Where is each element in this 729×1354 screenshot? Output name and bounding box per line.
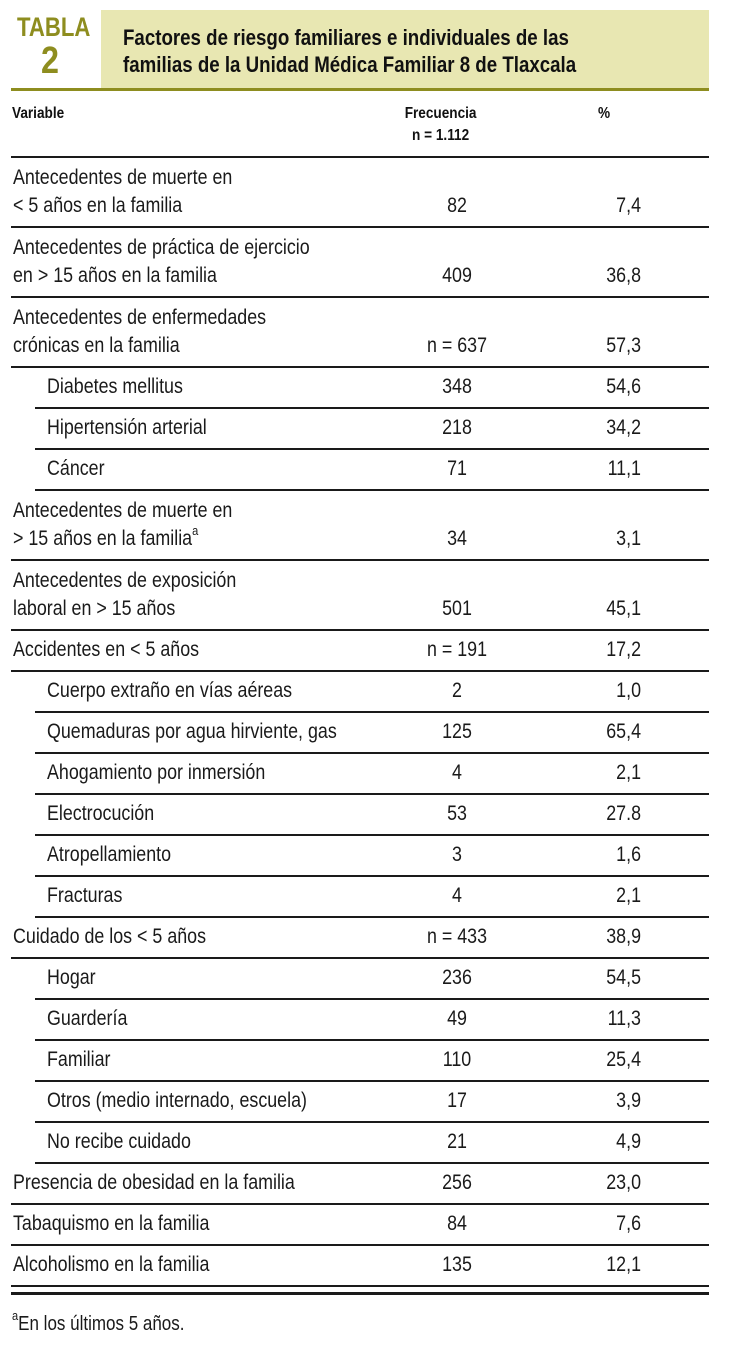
table-row [11,836,709,877]
column-header-frequency-line-1: Frecuencia [404,105,477,122]
row-frequency: 4 [452,761,462,784]
table-row [11,713,709,754]
table-row [11,795,709,836]
table-header [11,10,709,88]
row-frequency: 135 [442,1253,472,1276]
row-frequency: 125 [442,720,472,743]
row-frequency: n = 433 [426,925,488,948]
table-row [11,228,709,298]
row-percent: 27.8 [606,802,641,825]
row-percent: 11,1 [607,457,641,480]
row-percent: 7,4 [616,194,641,217]
table-title-line-1: Factores de riesgo familiares e individuales de las [123,25,569,50]
table-row [11,754,709,795]
row-variable-line: Cuerpo extraño en vías aéreas [47,679,293,702]
row-frequency: 501 [442,597,472,620]
row-variable [47,1005,127,1033]
table-footnote [12,1308,185,1336]
row-variable-line: Presencia de obesidad en la familia [13,1171,295,1194]
row-frequency: 82 [447,194,467,217]
row-frequency: 2 [452,679,462,702]
row-variable [47,1046,110,1074]
row-variable-line: Accidentes en < 5 años [13,638,200,661]
row-variable [47,455,105,483]
row-frequency: n = 637 [426,334,488,357]
row-percent: 3,1 [616,527,641,550]
table-row [11,672,709,713]
table-title-line-2: familias de la Unidad Médica Familiar 8 de Tlaxcala [123,52,577,77]
row-variable-line: Antecedentes de muerte en [13,499,233,522]
row-variable-line [13,525,232,553]
row-variable [13,1169,295,1197]
footnote-marker: a [12,1308,19,1324]
table-row [11,450,709,491]
table-row [11,409,709,450]
row-variable-line: Hogar [47,966,96,989]
row-variable [13,1251,209,1279]
table-row [11,491,709,561]
row-variable-line: Hipertensión arterial [47,416,207,439]
row-variable [47,677,292,705]
column-header-frequency [393,103,488,147]
table-number-badge [11,10,99,88]
row-percent: 1,0 [616,679,641,702]
column-header-variable: Variable [12,105,65,122]
row-variable [47,759,265,787]
row-variable-line: laboral en > 15 años [13,597,176,620]
row-variable [13,304,266,360]
row-variable-line: Antecedentes de enfermedades [13,306,267,329]
row-percent: 4,9 [616,1130,641,1153]
table-row [11,1082,709,1123]
row-percent: 54,6 [606,375,641,398]
row-variable-line: Alcoholismo en la familia [13,1253,210,1276]
row-frequency: 53 [447,802,467,825]
row-variable [13,234,310,290]
row-variable-line: Cuidado de los < 5 años [13,925,207,948]
row-frequency: 110 [442,1048,472,1071]
row-frequency: 34 [447,527,467,550]
row-frequency: 3 [452,843,462,866]
header-rule [11,88,709,91]
table-row [11,368,709,409]
row-variable-line: < 5 años en la familia [13,194,183,217]
row-variable-line: Diabetes mellitus [47,375,183,398]
row-frequency: 218 [442,416,472,439]
table-row [11,1246,709,1287]
row-frequency: 71 [447,457,467,480]
row-frequency: 21 [447,1130,467,1153]
table-row [11,1164,709,1205]
row-variable [13,497,232,553]
row-frequency: 348 [442,375,472,398]
table-title [123,24,667,78]
row-percent: 38,9 [606,925,641,948]
footnote-text: En los últimos 5 años. [18,1313,185,1335]
row-percent: 2,1 [616,761,641,784]
row-percent: 25,4 [606,1048,641,1071]
row-variable-line: Quemaduras por agua hirviente, gas [47,720,337,743]
table-row [11,1041,709,1082]
row-frequency: n = 191 [426,638,488,661]
row-percent: 2,1 [616,884,641,907]
row-variable-line: Cáncer [47,457,105,480]
row-variable [47,800,154,828]
row-variable [47,1087,307,1115]
row-percent: 36,8 [606,264,641,287]
row-frequency: 409 [442,264,472,287]
row-variable [47,1128,191,1156]
row-percent: 12,1 [606,1253,641,1276]
row-variable [47,964,96,992]
row-variable-line: Fracturas [47,884,123,907]
row-variable [13,567,236,623]
row-frequency: 4 [452,884,462,907]
column-header-percent: % [598,105,611,122]
row-variable-line: Atropellamiento [47,843,172,866]
table-row [11,877,709,918]
row-variable [47,373,183,401]
row-variable-line: Tabaquismo en la familia [13,1212,210,1235]
row-frequency: 256 [442,1171,472,1194]
table-row [11,959,709,1000]
table-label: TABLA [17,12,91,42]
table-row [11,561,709,631]
table-row [11,1123,709,1164]
row-variable-line: Ahogamiento por inmersión [47,761,266,784]
row-percent: 23,0 [606,1171,641,1194]
row-variable-line: Antecedentes de práctica de ejercicio [13,236,310,259]
table-row [11,918,709,959]
table-row [11,158,709,228]
row-frequency: 17 [447,1089,467,1112]
row-variable [13,164,232,220]
row-percent: 17,2 [606,638,641,661]
row-variable-line: Otros (medio internado, escuela) [47,1089,307,1112]
footnote-reference: a [192,523,199,538]
row-percent: 3,9 [616,1089,641,1112]
row-variable-line: No recibe cuidado [47,1130,191,1153]
row-percent: 11,3 [607,1007,641,1030]
row-variable-line: Electrocución [47,802,155,825]
row-variable-line-text: > 15 años en la familia [13,527,193,550]
row-variable-line: Guardería [47,1007,128,1030]
row-variable-line: Antecedentes de muerte en [13,166,233,189]
row-variable [13,923,206,951]
row-percent: 54,5 [606,966,641,989]
column-header-frequency-line-2: n = 1.112 [412,127,470,144]
table-bottom-rule [11,1292,709,1295]
row-percent: 7,6 [616,1212,641,1235]
row-frequency: 236 [442,966,472,989]
row-variable-line: Antecedentes de exposición [13,569,237,592]
table-row [11,631,709,672]
row-variable [13,1210,209,1238]
row-percent: 57,3 [606,334,641,357]
table-row [11,1000,709,1041]
row-percent: 65,4 [606,720,641,743]
row-percent: 34,2 [606,416,641,439]
row-variable [47,718,337,746]
row-variable [47,882,122,910]
row-variable [13,636,199,664]
table-number: 2 [41,40,59,82]
row-variable-line: crónicas en la familia [13,334,180,357]
row-variable-line: en > 15 años en la familia [13,264,217,287]
table-row [11,1205,709,1246]
table-title-box [101,10,709,88]
row-frequency: 49 [447,1007,467,1030]
row-percent: 1,6 [616,843,641,866]
row-variable-line: Familiar [47,1048,111,1071]
row-variable [47,841,171,869]
row-frequency: 84 [447,1212,467,1235]
row-variable [47,414,207,442]
row-percent: 45,1 [606,597,641,620]
table-row [11,298,709,368]
